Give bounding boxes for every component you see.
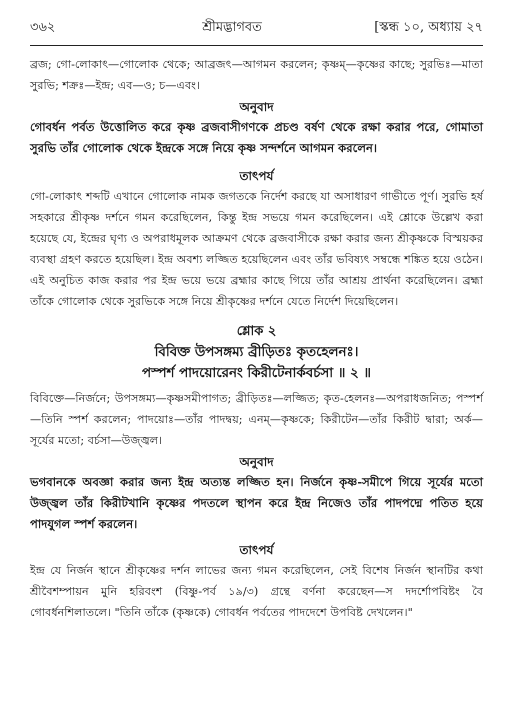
verse2-word-meanings: বিবিক্তে—নির্জনে; উপসঙ্গম্য—কৃষ্ণসমীপাগত; ব্রীড়িতঃ—লজ্জিত; কৃত-হেলনঃ—অপরাধজনিত; পস্পর্শ—তিনি স্পর্শ করলেন; পাদয়োঃ—তাঁর পাদদ্বয়; এনম্—কৃষ্ণকে; কিরীটেন—তাঁর কিরীট দ্বারা; অর্ক—সূর্যের মতো; বর্চসা—উজ্জ্বল।: [30, 392, 483, 447]
verse1-translation: গোবর্ধন পর্বত উত্তোলিত করে কৃষ্ণ ব্রজবাসীগণকে প্রচণ্ড বর্ষণ থেকে রক্ষা করার পরে, গোমাতা সুরভি তাঁর গোলোক থেকে ইন্দ্রকে সঙ্গে নিয়ে কৃষ্ণ সন্দর্শনে আগমন করলেন।: [30, 120, 483, 155]
verse1-translation-heading: অনুবাদ: [239, 100, 274, 114]
verse1-purport: গো-লোকাৎ শব্দটি এখানে গোলোক নামক জগতকে নির্দেশ করছে যা অসাধারণ গাভীতে পূর্ণ। সুরভি হর্ষ সহকারে শ্রীকৃষ্ণ দর্শনে গমন করেছিলেন, কিন্তু ইন্দ্র সভয়ে গমন করেছিলেন। এই শ্লোকে উল্লেখ করা হয়েছে যে, ইন্দ্রের ঘৃণ্য ও অপরাধমূলক আক্রমণ থেকে ব্রজবাসীকে রক্ষা করার জন্য শ্রীকৃষ্ণকে বিস্ময়কর ব্যবস্থা গ্রহণ করতে হয়েছিল। ইন্দ্র অবশ্য লজ্জিত হয়েছিলেন এবং তাঁর ভবিষ্যৎ সম্বন্ধে শঙ্কিত হয়ে ওঠেন। এই অনুচিত কাজ করার পর ইন্দ্র ভয়ে ভয়ে ব্রহ্মার কাছে গিয়ে তাঁর আশ্রয় প্রার্থনা করেছিলেন। ব্রহ্মা তাঁকে গোলোক থেকে সুরভিকে সঙ্গে নিয়ে শ্রীকৃষ্ণের দর্শনে যেতে নির্দেশ দিয়েছিলেন।: [30, 190, 483, 308]
verse2-translation: ভগবানকে অবজ্ঞা করার জন্য ইন্দ্র অত্যন্ত লজ্জিত হন। নির্জনে কৃষ্ণ-সমীপে গিয়ে সূর্যের মতো উজ্জ্বল তাঁর কিরীটখানি কৃষ্ণের পদতলে স্থাপন করে ইন্দ্র নিজেও তাঁর পাদপদ্মে পতিত হয়ে পাদযুগল স্পর্শ করলেন।: [30, 475, 483, 531]
page-header: [30, 18, 483, 46]
page-number: ৩৬২: [30, 20, 56, 35]
verse2-heading: শ্লোক ২: [236, 324, 277, 339]
verse2-sanskrit-line2: পস্পর্শ পাদয়োরেনং কিরীটেনার্কবর্চসা ॥ ২ ॥: [142, 365, 371, 381]
verse2-translation-heading: অনুবাদ: [239, 455, 274, 469]
section-reference: [স্কন্ধ ১০, অধ্যায় ২৭: [374, 20, 483, 35]
verse1-word-meanings: ব্রজ; গো-লোকাৎ—গোলোক থেকে; আব্রজৎ—আগমন করলেন; কৃষ্ণম্—কৃষ্ণের কাছে; সুরভিঃ—মাতা সুরভি; শক্রঃ—ইন্দ্র; এব—ও; চ—এবং।: [30, 58, 483, 92]
verse1-purport-heading: তাৎপর্য: [239, 169, 274, 183]
verse2-purport: ইন্দ্র যে নির্জন স্থানে শ্রীকৃষ্ণের দর্শন লাভের জন্য গমন করেছিলেন, সেই বিশেষ নির্জন স্থানটির কথা শ্রীবৈশম্পায়ন মুনি হরিবংশ (বিষ্ণু-পর্ব ১৯/৩) গ্রন্থে বর্ণনা করেছেন—স দদর্শোপবিষ্টং বৈ গোবর্ধনশিলাতলে। "তিনি তাঁকে (কৃষ্ণকে) গোবর্ধন পর্বতের পাদদেশে উপবিষ্ট দেখলেন।": [30, 564, 483, 619]
book-title: শ্রীমদ্ভাগবত: [202, 20, 262, 35]
verse2-purport-heading: তাৎপর্য: [239, 543, 274, 557]
verse2-sanskrit-line1: বিবিক্ত উপসঙ্গম্য ব্রীড়িতঃ কৃতহেলনঃ।: [154, 344, 359, 360]
